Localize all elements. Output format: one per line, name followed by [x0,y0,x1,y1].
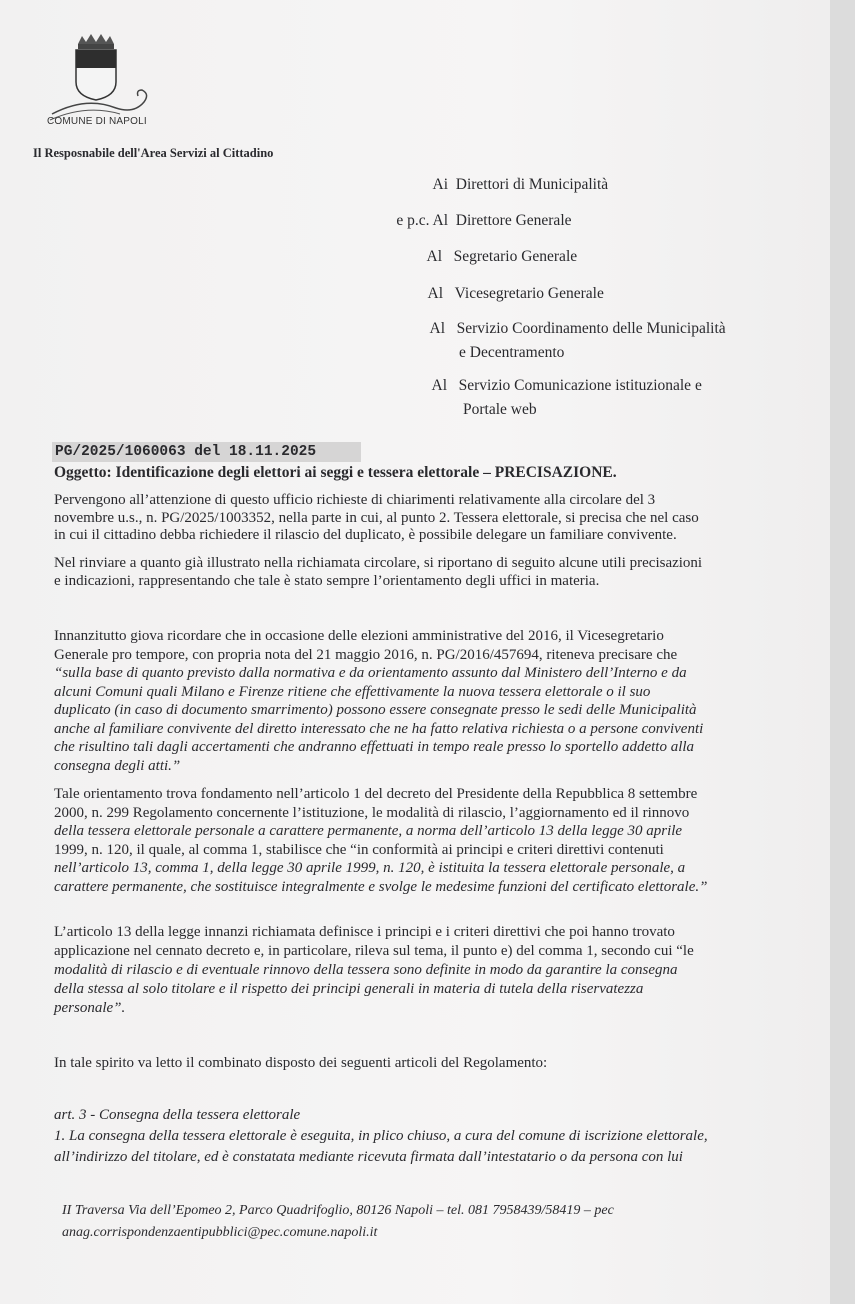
footer-line: II Traversa Via dell’Epomeo 2, Parco Quadrifoglio, 80126 Napoli – tel. 081 7958439/58419 – pec [62,1203,614,1218]
recipient-3: Al Vicesegretario Generale [427,285,604,302]
text-line: Generale pro tempore, con propria nota del 21 maggio 2016, n. PG/2016/457694, riteneva precisare che [54,646,678,663]
paragraph-3 [54,627,814,775]
recipient-5: Al Servizio Comunicazione istituzionale e Portale web [431,377,702,418]
quote-line: “sulla base di quanto previsto dalla normativa e da orientamento assunto dal Ministero dell’Interno e da [54,665,687,681]
recipient-2: Al Segretario Generale [426,248,578,265]
footer-address [62,1200,822,1244]
quote-line: che risultino tali dagli accertamenti che andranno effettuati in tempo reale presso lo sportello addetto alla [54,739,695,755]
text-line: 2000, n. 299 Regolamento concernente l’istituzione, le modalità di rilascio, l’aggiornamento ed il rinnovo [54,804,690,821]
footer-email: anag.corrispondenzaentipubblici@pec.comune.napoli.it [62,1225,378,1240]
text-line: In tale spirito va letto il combinato disposto dei seguenti articoli del Regolamento: [54,1055,548,1071]
recipient-0: Ai Direttori di Municipalità [432,176,609,193]
quote-line: carattere permanente, che sostituisce integralmente e svolge le medesime funzioni del certificato elettorale.” [54,878,708,895]
quote-line: duplicato (in caso di documento smarrimento) possono essere consegnate presso le sedi delle Municipalità [54,702,697,718]
logo-caption: COMUNE DI NAPOLI [47,116,147,127]
text-line: della tessera elettorale personale a carattere permanente, a norma dell’articolo 13 della legge 30 aprile [54,823,683,839]
article-heading: art. 3 - Consegna della tessera elettorale [54,1107,301,1123]
quote-line: anche al familiare convivente del diretto interessato che ne ha fatto relativa richiesta o a persone conviventi [54,720,704,737]
text-line: Innanzitutto giova ricordare che in occasione delle elezioni amministrative del 2016, il Vicesegretario [54,628,664,644]
quote-line: personale”. [54,1000,126,1016]
text-line: e indicazioni, rappresentando che tale è stato sempre l’orientamento degli uffici in materia. [54,572,600,589]
quote-line: della stessa al solo titolare e il rispetto dei principi generali in materia di tutela della riservatezza [54,981,644,997]
paragraph-6 [54,1055,814,1073]
text-line: Nel rinviare a quanto già illustrato nella richiamata circolare, si riportano di seguito alcune utili precisazioni [54,555,703,571]
text-line: 1999, n. 120, il quale, al comma 1, stabilisce che “in conformità ai principi e criteri direttivi contenuti [54,841,664,858]
quote-line: 1. La consegna della tessera elettorale è eseguita, in plico chiuso, a cura del comune di iscrizione elettorale, [54,1128,708,1144]
quote-line: nell’articolo 13, comma 1, della legge 30 aprile 1999, n. 120, è istituita la tessera elettorale personale, a [54,860,686,876]
text-line: in cui il cittadino debba richiedere il rilascio del duplicato, è possibile delegare un familiare convivente. [54,527,677,543]
subject-line: Oggetto: Identificazione degli elettori ai seggi e tessera elettorale – PRECISAZIONE. [54,464,617,481]
paragraph-2 [54,555,814,590]
text-line: L’articolo 13 della legge innanzi richiamata definisce i principi e i criteri direttivi che poi hanno trovato [54,924,675,940]
recipient-1: e p.c. Al Direttore Generale [396,212,572,229]
text-line: Tale orientamento trova fondamento nell’articolo 1 del decreto del Presidente della Repubblica 8 settembre [54,786,698,802]
paragraph-1 [54,492,814,545]
paragraph-4 [54,785,814,896]
quote-line: modalità di rilascio e di eventuale rinnovo della tessera sono definite in modo da garantire la consegna [54,962,678,978]
text-line: novembre u.s., n. PG/2025/1003352, nella parte in cui, al punto 2. Tessera elettorale, si precisa che nel caso [54,509,699,526]
protocol-number: PG/2025/1060063 del 18.11.2025 [52,442,361,462]
quote-line: consegna degli atti.” [54,757,181,774]
office-responsible: Il Resposnabile dell'Area Servizi al Cittadino [33,146,274,160]
quote-line: alcuni Comuni quali Milano e Firenze ritiene che effettivamente la nuova tessera elettorale o il suo [54,683,651,700]
paragraph-7 [54,1105,814,1168]
text-line: Pervengono all’attenzione di questo ufficio richieste di chiarimenti relativamente alla circolare del 3 [54,492,656,508]
quote-line: all’indirizzo del titolare, ed è constatata mediante ricevuta firmata dall’intestatario o da persona con lui [54,1149,683,1165]
page-edge [830,0,855,1304]
comune-di-napoli-logo [46,30,156,130]
text-line: applicazione nel cennato decreto e, in particolare, rileva sul tema, il punto e) del comma 1, secondo cui “le [54,943,694,959]
recipient-4: Al Servizio Coordinamento delle Municipalità e Decentramento [429,320,726,361]
paragraph-5 [54,923,814,1018]
